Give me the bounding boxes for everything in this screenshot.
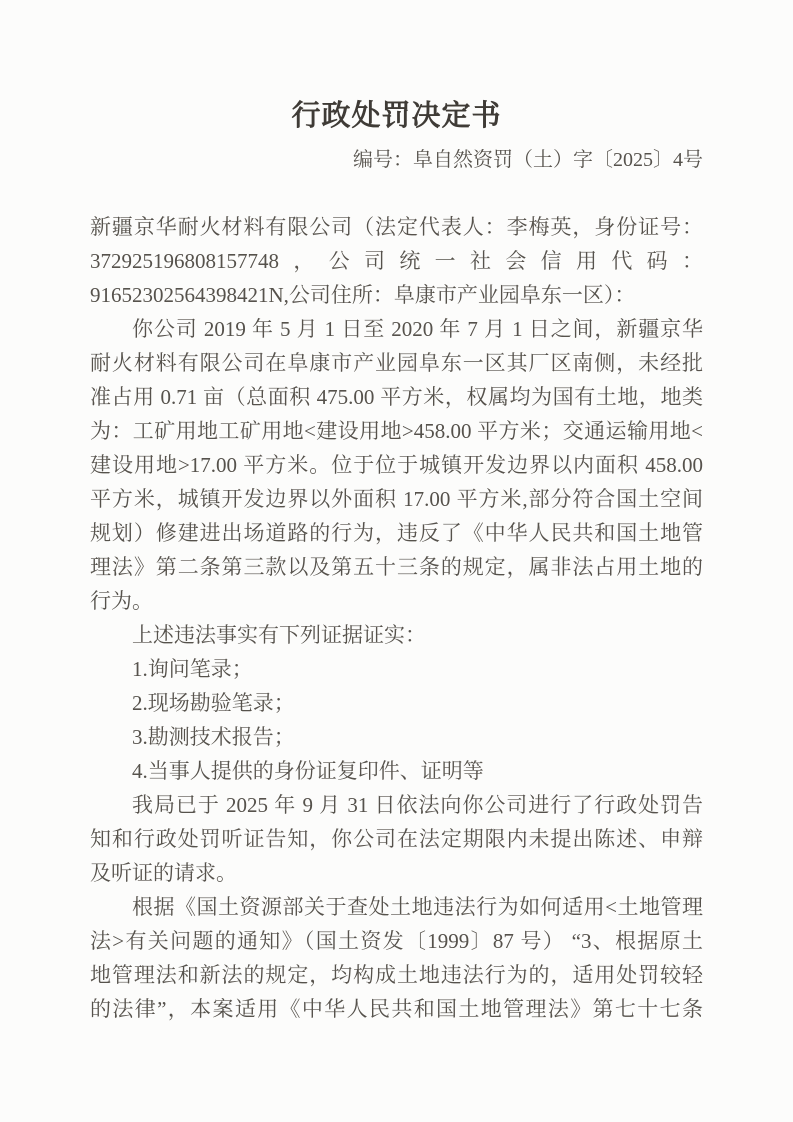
document-body [90,210,703,1026]
line-facts-4: 为：工矿用地工矿用地<建设用地>458.00 平方米；交通运输用地< [90,419,703,443]
line-facts-6: 平方米，城镇开发边界以外面积 17.00 平方米,部分符合国土空间 [90,487,703,511]
line-evidence-3: 3.勘测技术报告； [132,725,295,749]
line-facts-3: 准占用 0.71 亩（总面积 475.00 平方米，权属均为国有土地，地类 [90,385,703,409]
line-facts-9: 行为。 [90,589,153,613]
line-notification-1: 我局已于 2025 年 9 月 31 日依法向你公司进行了行政处罚告 [132,793,703,817]
line-company-2: 372925196808157748，公司统一社会信用代码： [90,249,703,273]
line-legal-basis-4: 的法律”，本案适用《中华人民共和国土地管理法》第七十七条 [90,997,703,1021]
document-number: 编号：阜自然资罚（土）字〔2025〕4号 [353,149,703,171]
document-title: 行政处罚决定书 [291,100,502,132]
line-company-3: 91652302564398421N,公司住所：阜康市产业园阜东一区）： [90,283,636,307]
line-evidence-2: 2.现场勘验笔录； [132,691,295,715]
line-legal-basis-3: 地管理法和新法的规定，均构成土地违法行为的，适用处罚较轻 [90,963,703,987]
line-legal-basis-2: 法>有关问题的通知》（国土资发〔1999〕87 号） “3、根据原土 [90,929,703,953]
line-company-1: 新疆京华耐火材料有限公司（法定代表人：李梅英，身份证号： [90,215,703,239]
line-notification-2: 知和行政处罚听证告知，你公司在法定期限内未提出陈述、申辩 [90,827,703,851]
line-evidence-heading: 上述违法事实有下列证据证实： [132,623,426,647]
line-notification-3: 及听证的请求。 [90,861,237,885]
line-facts-5: 建设用地>17.00 平方米。位于位于城镇开发边界以内面积 458.00 [90,453,703,477]
line-facts-2: 耐火材料有限公司在阜康市产业园阜东一区其厂区南侧，未经批 [90,351,703,375]
line-legal-basis-1: 根据《国土资源部关于查处土地违法行为如何适用<土地管理 [132,895,703,919]
line-facts-7: 规划）修建进出场道路的行为，违反了《中华人民共和国土地管 [90,521,703,545]
line-facts-1: 你公司 2019 年 5 月 1 日至 2020 年 7 月 1 日之间，新疆京华 [132,317,703,341]
line-evidence-4: 4.当事人提供的身份证复印件、证明等 [132,759,484,783]
line-evidence-1: 1.询问笔录； [132,657,253,681]
line-facts-8: 理法》第二条第三款以及第五十三条的规定，属非法占用土地的 [90,555,703,579]
